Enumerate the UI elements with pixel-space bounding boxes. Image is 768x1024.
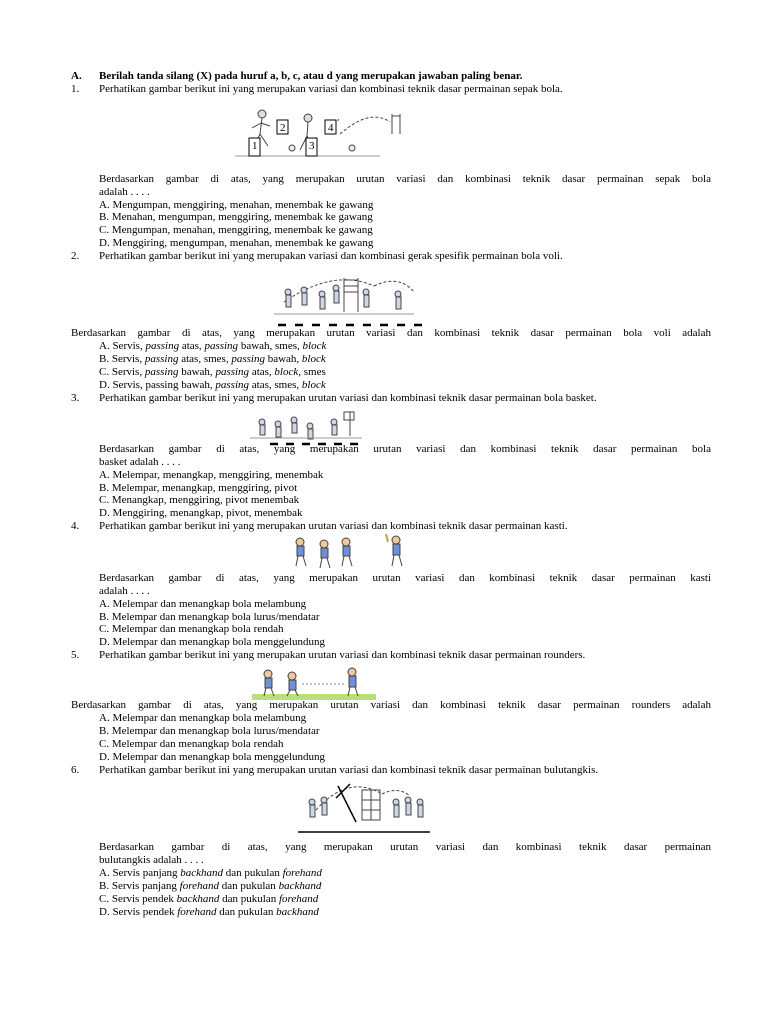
- option-6c[interactable]: C. Servis pendek backhand dan pukulan forehand: [99, 893, 319, 905]
- question-number-5: 5.: [71, 649, 80, 661]
- rounders-illustration: [252, 664, 376, 704]
- option-5b[interactable]: B. Melempar dan menangkap bola lurus/mendatar: [99, 725, 320, 737]
- option-6a[interactable]: A. Servis panjang backhand dan pukulan forehand: [99, 867, 322, 879]
- volleyball-illustration: [274, 272, 434, 330]
- question-number-6: 6.: [71, 764, 80, 776]
- option-4a[interactable]: A. Melempar dan menangkap bola melambung: [99, 598, 307, 610]
- option-1c[interactable]: C. Mengumpan, menahan, menggiring, menembak ke gawang: [99, 224, 373, 236]
- soccer-illustration: [230, 104, 410, 166]
- badminton-illustration: [298, 780, 434, 836]
- question-prompt-3: Perhatikan gambar berikut ini yang merupakan urutan variasi dan kombinasi teknik dasar permainan bola basket.: [99, 392, 597, 404]
- option-6b[interactable]: B. Servis panjang forehand dan pukulan backhand: [99, 880, 322, 892]
- question-number-4: 4.: [71, 520, 80, 532]
- question-stem-6: Berdasarkan gambar di atas, yang merupakan urutan variasi dan kombinasi teknik dasar permainan: [99, 841, 711, 853]
- option-3d[interactable]: D. Menggiring, menangkap, pivot, menembak: [99, 507, 303, 519]
- question-stem-4-cont: adalah . . . .: [99, 585, 150, 597]
- option-4b[interactable]: B. Melempar dan menangkap bola lurus/mendatar: [99, 611, 320, 623]
- option-2b[interactable]: B. Servis, passing atas, smes, passing bawah, block: [99, 353, 326, 365]
- figure-label-2: 2: [280, 122, 286, 134]
- section-letter: A.: [71, 70, 82, 82]
- option-3a[interactable]: A. Melempar, menangkap, menggiring, menembak: [99, 469, 324, 481]
- option-4c[interactable]: C. Melempar dan menangkap bola rendah: [99, 623, 284, 635]
- option-2d[interactable]: D. Servis, passing bawah, passing atas, smes, block: [99, 379, 326, 391]
- option-1a[interactable]: A. Mengumpan, menggiring, menahan, menembak ke gawang: [99, 199, 374, 211]
- figure-label-1: 1: [252, 140, 258, 152]
- option-5c[interactable]: C. Melempar dan menangkap bola rendah: [99, 738, 284, 750]
- question-number-2: 2.: [71, 250, 80, 262]
- figure-label-3: 3: [309, 140, 315, 152]
- question-stem-3: Berdasarkan gambar di atas, yang merupakan urutan variasi dan kombinasi teknik dasar permainan bola: [99, 443, 711, 455]
- question-stem-3-cont: basket adalah . . . .: [99, 456, 181, 468]
- question-prompt-6: Perhatikan gambar berikut ini yang merupakan urutan variasi dan kombinasi teknik dasar permainan bulutangkis.: [99, 764, 599, 776]
- section-instruction: Berilah tanda silang (X) pada huruf a, b, c, atau d yang merupakan jawaban paling benar.: [99, 70, 523, 82]
- option-1d[interactable]: D. Menggiring, mengumpan, menahan, menembak ke gawang: [99, 237, 374, 249]
- figure-label-4: 4: [328, 122, 334, 134]
- option-5d[interactable]: D. Melempar dan menangkap bola menggelundung: [99, 751, 326, 763]
- question-stem-5: Berdasarkan gambar di atas, yang merupakan urutan variasi dan kombinasi teknik dasar permainan rounders adalah: [71, 699, 711, 711]
- option-6d[interactable]: D. Servis pendek forehand dan pukulan backhand: [99, 906, 319, 918]
- option-1b[interactable]: B. Menahan, mengumpan, menggiring, menembak ke gawang: [99, 211, 373, 223]
- question-number-1: 1.: [71, 83, 80, 95]
- question-stem-1: Berdasarkan gambar di atas, yang merupakan urutan variasi dan kombinasi teknik dasar permainan sepak bola: [99, 173, 711, 185]
- option-3c[interactable]: C. Menangkap, menggiring, pivot menembak: [99, 494, 300, 506]
- basketball-illustration: [250, 408, 370, 446]
- question-stem-4: Berdasarkan gambar di atas, yang merupakan urutan variasi dan kombinasi teknik dasar permainan kasti: [99, 572, 711, 584]
- question-prompt-2: Perhatikan gambar berikut ini yang merupakan variasi dan kombinasi gerak spesifik permainan bola voli.: [99, 250, 563, 262]
- question-prompt-1: Perhatikan gambar berikut ini yang merupakan variasi dan kombinasi teknik dasar permainan sepak bola.: [99, 83, 563, 95]
- option-2c[interactable]: C. Servis, passing bawah, passing atas, block, smes: [99, 366, 326, 378]
- question-number-3: 3.: [71, 392, 80, 404]
- kasti-illustration: [286, 534, 410, 570]
- option-2a[interactable]: A. Servis, passing atas, passing bawah, smes, block: [99, 340, 327, 352]
- question-stem-1-cont: adalah . . . .: [99, 186, 150, 198]
- option-5a[interactable]: A. Melempar dan menangkap bola melambung: [99, 712, 307, 724]
- question-prompt-4: Perhatikan gambar berikut ini yang merupakan urutan variasi dan kombinasi teknik dasar permainan kasti.: [99, 520, 568, 532]
- option-4d[interactable]: D. Melempar dan menangkap bola menggelundung: [99, 636, 326, 648]
- question-prompt-5: Perhatikan gambar berikut ini yang merupakan urutan variasi dan kombinasi teknik dasar permainan rounders.: [99, 649, 586, 661]
- question-stem-6-cont: bulutangkis adalah . . . .: [99, 854, 204, 866]
- option-3b[interactable]: B. Melempar, menangkap, menggiring, pivot: [99, 482, 298, 494]
- question-stem-2: Berdasarkan gambar di atas, yang merupakan urutan variasi dan kombinasi teknik dasar permainan bola voli adalah: [71, 327, 711, 339]
